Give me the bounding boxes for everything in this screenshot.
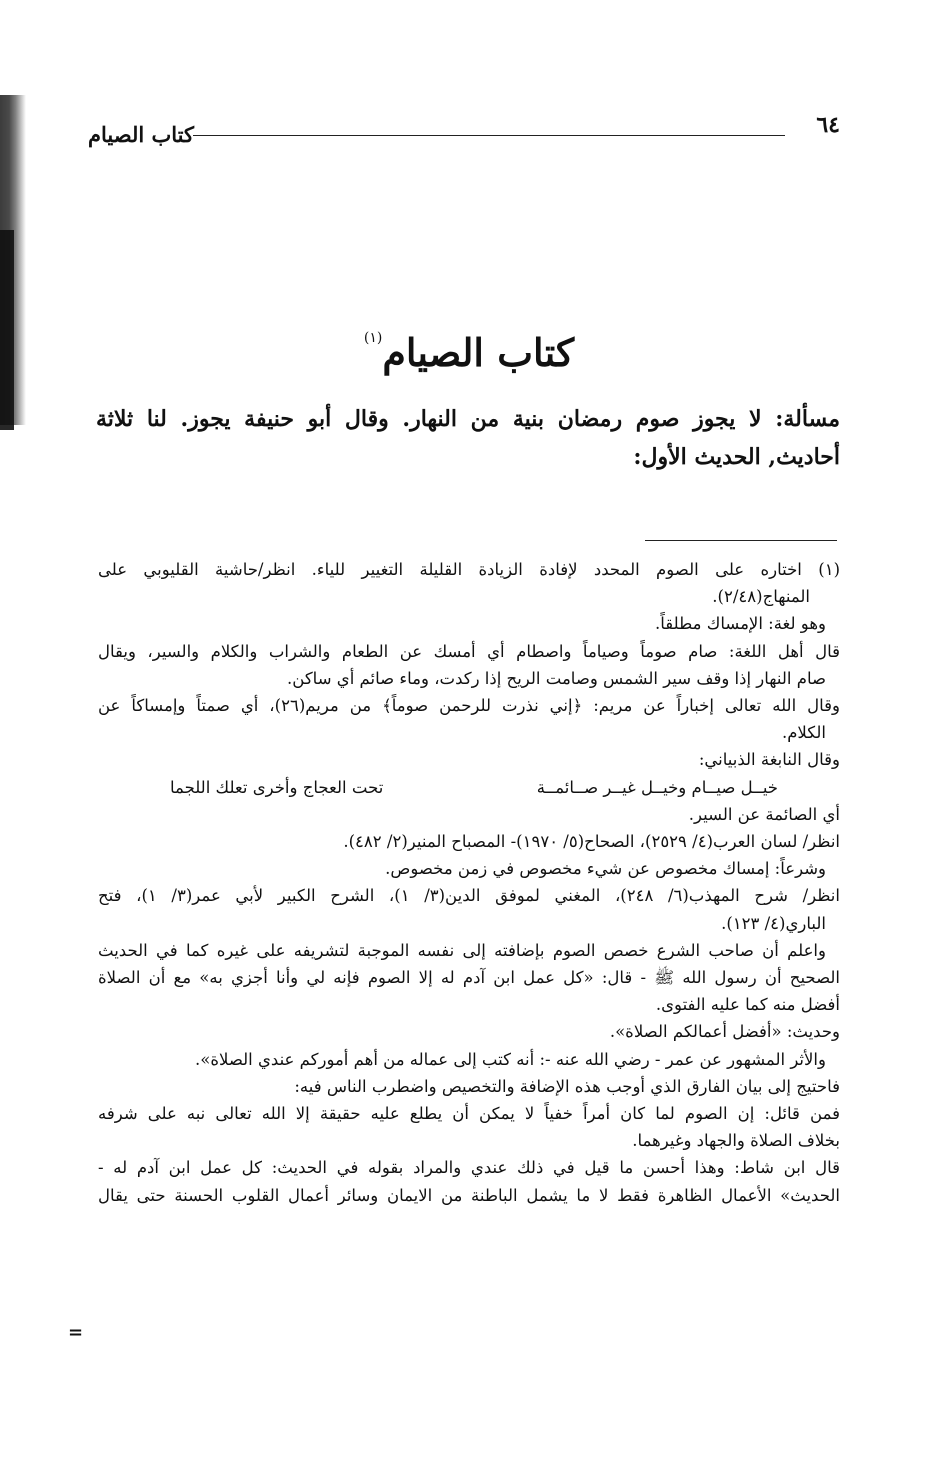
poem-verse	[98, 774, 840, 801]
footnote-line: وشرعاً: إمساك مخصوص عن شيء مخصوص في زمن مخصوص.	[385, 859, 826, 879]
footnote-line: صام النهار إذا وقف سير الشمس وصامت الريح إذا ركدت، وماء صائم أي ساكن.	[287, 668, 826, 688]
chapter-title-text: كتاب الصيام	[382, 330, 575, 375]
footnote-line: قال أهل اللغة: صام صوماً وصياماً واصطام أي أمسك عن الطعام والشراب والكلام والسير، ويقال	[98, 641, 840, 661]
running-title: كتاب الصيام	[88, 122, 194, 147]
footnote-line: أي الصائمة عن السير.	[688, 804, 840, 824]
header-rule	[193, 135, 785, 136]
intro-paragraph: مسألة: لا يجوز صوم رمضان بنية من النهار. وقال أبو حنيفة يجوز. لنا ثلاثة أحاديث, الحديث الأول:	[96, 406, 840, 470]
footnote-line: فاحتيج إلى بيان الفارق الذي أوجب هذه الإضافة والتخصيص واضطرب الناس فيه:	[294, 1076, 840, 1096]
footnote-line: بخلاف الصلاة والجهاد وغيرهما.	[632, 1131, 840, 1151]
page-header	[88, 112, 840, 148]
footnote-line: الباري(٤/ ١٢٣).	[721, 913, 826, 933]
footnote-line: الحديث» الأعمال الظاهرة فقط لا ما يشمل الباطنة من الايمان وسائر أعمال القلوب الحسنة حتى يقال	[98, 1185, 840, 1205]
footnote-line: وقال الله تعالى إخباراً عن مريم: ﴿إني نذرت للرحمن صوماً﴾ من مريم(٢٦)، أي صمتاً وإمساكاً عن	[98, 696, 840, 716]
footnote-line: فمن قائل: إن الصوم لما كان أمراً خفياً لا يمكن أن يطلع عليه حقيقة إلا الله تعالى نبه على شرفه	[98, 1104, 840, 1124]
footnote-line: الصحيح أن رسول الله ﷺ - قال: «كل عمل ابن آدم له إلا الصوم فإنه لي وأنا أجزي به» مع أن الصلاة	[98, 968, 840, 988]
chapter-footnote-ref: (١)	[363, 330, 383, 346]
footnote-line: وقال النابغة الذبياني:	[698, 750, 840, 770]
footnote-line: والأثر المشهور عن عمر - رضي الله عنه -: أنه كتب إلى عماله من أهم أموركم عندي الصلاة».	[195, 1049, 826, 1069]
continuation-mark: =	[68, 1322, 84, 1343]
footnote-line: قال ابن شاط: وهذا أحسن ما قيل في ذلك عندي والمراد بقوله في الحديث: كل عمل ابن آدم له -	[98, 1158, 840, 1178]
footnote-line: انظر/ لسان العرب(٤/ ٢٥٢٩)، الصحاح(٥/ ١٩٧٠)- المصباح المنير(٢/ ٤٨٢).	[343, 832, 840, 852]
footnote-line: وحديث: «أفضل أعمالكم الصلاة».	[609, 1022, 840, 1042]
footnote-line: المنهاج(٢/٤٨).	[712, 587, 810, 607]
footnote-line: انظر/ شرح المهذب(٦/ ٢٤٨)، المغني لموفق الدين(٣/ ١)، الشرح الكبير لأبي عمر(٣/ ١)، فتح	[98, 886, 840, 906]
page-number: ٦٤	[816, 112, 840, 138]
verse-second-hemistich: تحت العجاج وأخرى تعلك اللجما	[170, 777, 384, 797]
footnote-line: (١) اختاره على الصوم المحدد لإفادة الزيادة القليلة التغيير للياء. انظر/حاشية القليوبي على	[98, 560, 840, 579]
verse-first-hemistich: خيــل صيــام وخيــل غيــر صــائمــة	[536, 777, 778, 797]
footnote-line: أفضل منه كما عليه الفتوى.	[655, 995, 840, 1015]
footnotes-block	[98, 556, 840, 1209]
footnote-separator	[645, 540, 837, 541]
footnote-line: واعلم أن صاحب الشرع خصص الصوم بإضافته إلى نفسه الموجبة لتشريفه على غيره كما في الحديث	[98, 940, 826, 960]
footnote-line: الكلام.	[781, 723, 826, 743]
chapter-title	[0, 330, 938, 375]
footnote-line: وهو لغة: الإمساك مطلقاً.	[655, 614, 826, 634]
